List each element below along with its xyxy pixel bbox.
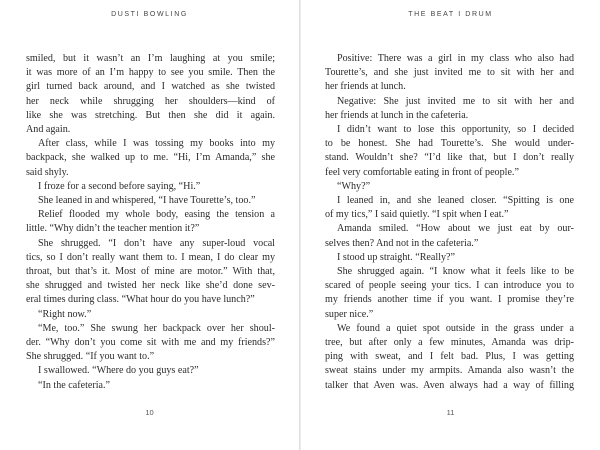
text-line: She shrugged again. “I know what it feels like to be — [337, 266, 574, 278]
text-line: her neck while shrugging her shoulders—kind of — [26, 95, 275, 107]
text-line: scared of people seeing your tics. I can introduce you to — [325, 280, 574, 292]
text-line: I froze for a second before saying, “Hi.” — [38, 180, 201, 192]
text-line: girl turned back around, and I watched as she twisted — [26, 81, 275, 93]
text-line: feel very comfortable eating in front of people.” — [325, 166, 519, 178]
text-line: She leaned in and whispered, “I have Tourette’s, too.” — [38, 195, 256, 207]
text-line: ping with sweat, and I felt bad. Plus, I was getting — [325, 351, 574, 363]
text-line: stand. Wouldn’t she? “I’d like that, but I don’t really — [325, 152, 574, 164]
text-line: “Me, too.” She swung her backpack over her shoul- — [38, 322, 275, 334]
text-line: she shrugged and twisted her neck like she’d done sev- — [26, 280, 275, 292]
left-page — [0, 0, 299, 450]
text-line: little. “Why didn’t the teacher mention it?” — [26, 223, 200, 235]
text-line: super nice.” — [325, 308, 374, 320]
right-page-body — [325, 52, 574, 393]
text-line: talker that Aven was. Aven always had a way of filling — [325, 379, 574, 391]
text-line: sweat stains under my armpits. Amanda also wasn’t the — [325, 365, 574, 377]
text-line: I leaned in, and she leaned closer. “Spitting is one — [337, 195, 574, 207]
text-line: selves then? And not in the cafeteria.” — [325, 237, 479, 249]
text-line: like she was stretching. But then she did it again. — [26, 109, 275, 121]
page-number-right: 11 — [446, 408, 455, 417]
text-line: said shyly. — [26, 166, 69, 178]
text-line: it was more of an I’m happy to see you smile. Then the — [26, 67, 275, 79]
text-line: She shrugged. “If you want to.” — [26, 351, 155, 363]
text-line: “Why?” — [337, 180, 371, 192]
text-line: I didn’t want to lose this opportunity, so I decided — [337, 124, 574, 136]
text-line: Relief flooded my whole body, easing the tension a — [38, 209, 275, 221]
text-line: tree, but after only a few minutes, Amanda was drip- — [325, 337, 574, 349]
text-line: to be honest. She had Tourette’s. She would under- — [325, 138, 574, 150]
text-line: smiled, but it wasn’t an I’m laughing at you smile; — [26, 53, 275, 64]
text-line: We found a quiet spot outside in the grass under a — [337, 322, 574, 334]
text-line: “Right now.” — [38, 308, 92, 320]
text-line: backpack, she walked up to me. “Hi, I’m Amanda,” she — [26, 152, 275, 164]
running-head-author: DUSTI BOWLING — [111, 11, 188, 18]
text-line: “In the cafeteria.” — [38, 379, 111, 391]
text-line: Tourette’s, and she just invited me to sit with her and — [325, 67, 574, 79]
text-line: tics, so I don’t really want them to. I mean, I do clear my — [26, 251, 275, 263]
text-line: my friends another time if you want. I promise they’re — [325, 294, 574, 306]
text-line: of my tics,” I said quietly. “I spit when I eat.” — [325, 209, 509, 221]
text-line: Positive: There was a girl in my class who also had — [337, 53, 574, 64]
right-page — [301, 0, 600, 450]
left-page-body — [26, 52, 275, 393]
text-line: der. “Why don’t you come sit with me and my friends?” — [26, 337, 275, 349]
text-line: I stood up straight. “Really?” — [337, 251, 456, 263]
text-line: Amanda smiled. “How about we just eat by our- — [337, 223, 574, 235]
text-line: Negative: She just invited me to sit with her and — [337, 95, 574, 107]
running-head-title: THE BEAT I DRUM — [408, 11, 493, 18]
text-line: her friends at lunch in the cafeteria. — [325, 109, 469, 121]
text-line: She shrugged. “I don’t have any super-loud vocal — [38, 237, 275, 249]
text-line: I swallowed. “Where do you guys eat?” — [38, 365, 199, 377]
text-line: After class, while I was tossing my books into my — [38, 138, 275, 150]
text-line: her friends at lunch. — [325, 81, 406, 93]
text-line: eral times during class. “What hour do you have lunch?” — [26, 294, 255, 306]
text-line: throat, but that’s it. Most of mine are motor.” With that, — [26, 266, 275, 278]
page-number-left: 10 — [145, 408, 154, 417]
text-line: And again. — [26, 124, 71, 136]
